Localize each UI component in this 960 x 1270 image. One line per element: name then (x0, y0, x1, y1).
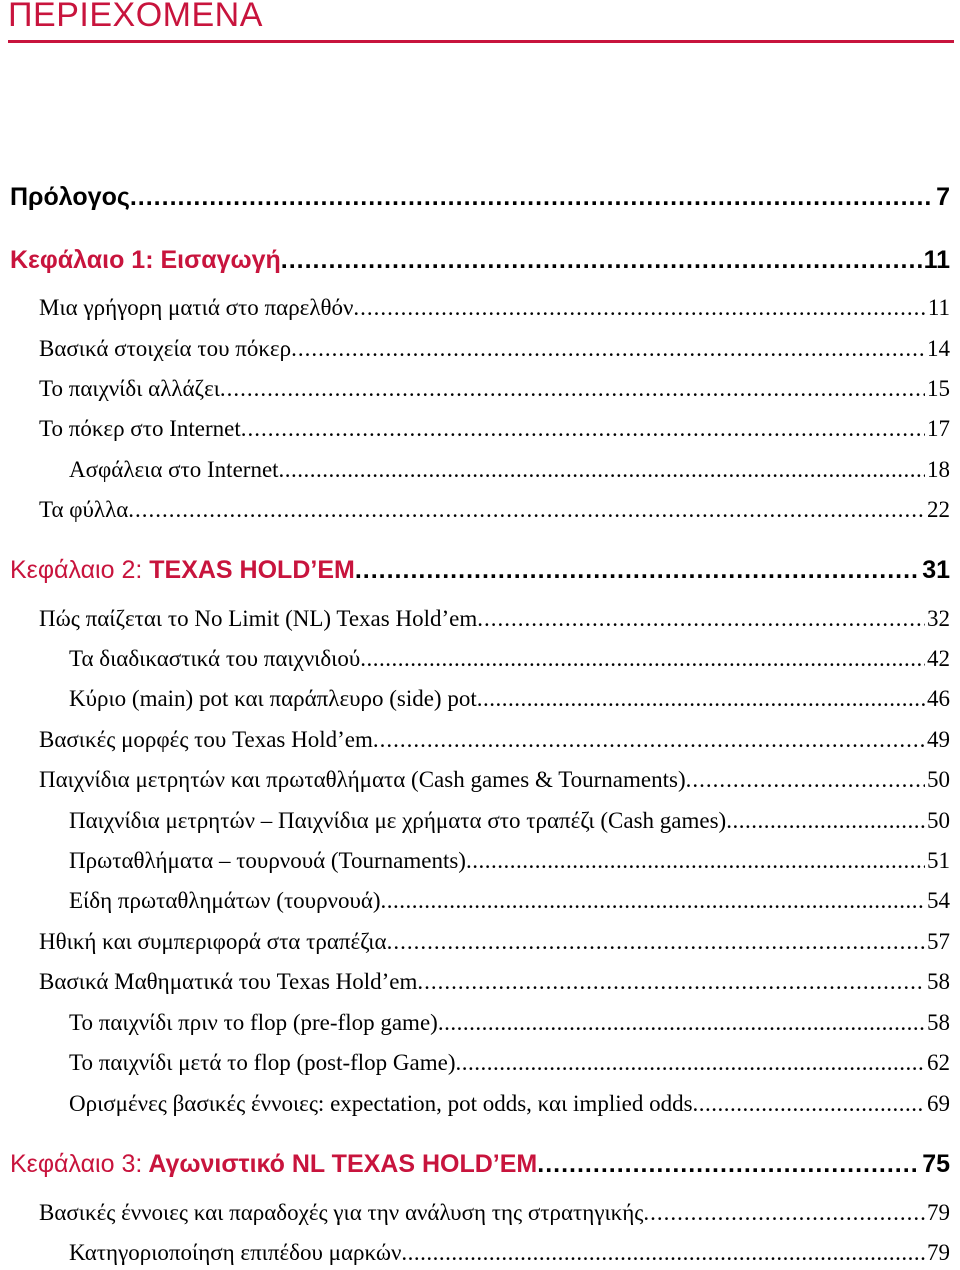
chapter-prefix: Κεφάλαιο 1: (10, 246, 154, 274)
toc-entry[interactable] (69, 848, 950, 874)
toc-entry-page: 58 (927, 1010, 950, 1035)
dot-leader (643, 1200, 925, 1226)
toc-entry-label: Βασικές μορφές του Texas Hold’em (39, 727, 373, 752)
dot-leader (128, 497, 925, 523)
toc-entry-page: 32 (927, 606, 950, 631)
toc-entry[interactable] (39, 969, 950, 995)
toc-entry-label: Το παιχνίδι πριν το flop (pre-flop game) (69, 1010, 438, 1035)
dot-leader (466, 848, 925, 874)
toc-entry-page: 11 (923, 246, 950, 274)
toc-entry[interactable] (39, 767, 950, 793)
toc-entry[interactable] (69, 646, 950, 672)
toc-entry-page: 46 (927, 686, 950, 711)
dot-leader (537, 1150, 920, 1179)
toc-entry-page: 51 (927, 848, 950, 873)
chapter-prefix: Κεφάλαιο 3: (10, 1150, 143, 1178)
toc-entry-label: Παιχνίδια μετρητών και πρωταθλήματα (Cash games & Tournaments) (39, 767, 686, 792)
toc-entry-label: Ασφάλεια στο Internet (69, 457, 279, 482)
dot-leader (130, 183, 934, 212)
toc-entry[interactable] (39, 1200, 950, 1226)
toc-entry-chapter-1[interactable] (10, 246, 950, 275)
toc-entry-page: 15 (927, 376, 950, 401)
toc-entry-label (10, 246, 281, 275)
toc-entry-label: Πρωταθλήματα – τουρνουά (Tournaments) (69, 848, 466, 873)
toc-entry-label: Βασικά στοιχεία του πόκερ (39, 336, 292, 361)
toc-entry-label: Το πόκερ στο Internet (39, 416, 241, 441)
dot-leader (686, 767, 925, 793)
toc-entry-page: 79 (927, 1240, 950, 1265)
toc-entry-page: 79 (927, 1200, 950, 1225)
chapter-prefix: Κεφάλαιο 2: (10, 556, 143, 584)
dot-leader (477, 606, 925, 632)
chapter-name: Αγωνιστικό NL TEXAS HOLD’EM (142, 1150, 538, 1178)
dot-leader (401, 1240, 925, 1266)
toc-entry-chapter-3[interactable] (10, 1150, 950, 1179)
toc-entry[interactable] (39, 295, 950, 321)
toc-entry-page: 7 (936, 183, 950, 211)
toc-entry[interactable] (39, 606, 950, 632)
toc-entry-prologue[interactable] (10, 183, 950, 212)
dot-leader (477, 686, 925, 712)
dot-leader (241, 416, 925, 442)
toc-entry[interactable] (69, 457, 950, 483)
toc-entry[interactable] (69, 1240, 950, 1266)
toc-entry[interactable] (39, 929, 950, 955)
toc-entry-label: Το παιχνίδι μετά το flop (post-flop Game) (69, 1050, 456, 1075)
toc-entry[interactable] (69, 1050, 950, 1076)
toc-entry-page: 75 (922, 1150, 950, 1178)
toc-entry-label: Κύριο (main) pot και παράπλευρο (side) pot (69, 686, 477, 711)
toc-entry-page: 50 (927, 808, 950, 833)
dot-leader (373, 727, 925, 753)
toc-entry-page: 11 (927, 295, 950, 320)
dot-leader (220, 376, 925, 402)
dot-leader (726, 808, 925, 834)
dot-leader (281, 246, 922, 275)
toc-entry-label (10, 1150, 537, 1179)
toc-entry[interactable] (39, 336, 950, 362)
toc-entry-label: Βασικές έννοιες και παραδοχές για την ανάλυση της στρατηγικής (39, 1200, 644, 1225)
toc-entry-page: 18 (927, 457, 950, 482)
toc-entry-page: 58 (927, 969, 950, 994)
dot-leader (417, 969, 925, 995)
toc-entry-page: 54 (927, 888, 950, 913)
dot-leader (438, 1010, 925, 1036)
toc-entry-label: Τα φύλλα (39, 497, 129, 522)
dot-leader (387, 929, 925, 955)
toc-entry-label: Τα διαδικαστικά του παιχνιδιού (69, 646, 361, 671)
dot-leader (279, 457, 925, 483)
toc-entry-label (10, 556, 355, 585)
toc-entry[interactable] (39, 497, 950, 523)
dot-leader (456, 1050, 926, 1076)
dot-leader (693, 1091, 925, 1117)
toc-entry[interactable] (69, 808, 950, 834)
dot-leader (355, 556, 920, 585)
toc-entry-page: 31 (922, 556, 950, 584)
toc-entry-label: Το παιχνίδι αλλάζει (39, 376, 220, 401)
toc-entry-label: Παιχνίδια μετρητών – Παιχνίδια με χρήματα στο τραπέζι (Cash games) (69, 808, 727, 833)
dot-leader (291, 336, 925, 362)
toc-entry[interactable] (39, 416, 950, 442)
toc-entry-page: 50 (927, 767, 950, 792)
toc-entry-page: 14 (927, 336, 950, 361)
dot-leader (381, 888, 925, 914)
toc-entry[interactable] (69, 1010, 950, 1036)
toc-entry-label: Βασικά Μαθηματικά του Texas Hold’em (39, 969, 418, 994)
toc-entry-page: 57 (927, 929, 950, 954)
toc-entry-chapter-2[interactable] (10, 556, 950, 585)
toc-entry-page: 17 (927, 416, 950, 441)
toc-entry-label: Ηθική και συμπεριφορά στα τραπέζια (39, 929, 387, 954)
toc-entry[interactable] (69, 686, 950, 712)
page-title: ΠΕΡΙΕΧΟΜΕΝΑ (8, 0, 263, 34)
toc-entry-label: Πρόλογος (10, 183, 130, 211)
toc-entry-label: Πώς παίζεται το No Limit (NL) Texas Hold’em (39, 606, 478, 631)
toc-entry-label: Ορισμένες βασικές έννοιες: expectation, pot odds, και implied odds (69, 1091, 693, 1116)
toc-entry-page: 69 (927, 1091, 950, 1116)
toc-entry-label: Μια γρήγορη ματιά στο παρελθόν (39, 295, 354, 320)
toc-entry-label: Είδη πρωταθλημάτων (τουρνουά) (69, 888, 381, 913)
toc-entry-page: 62 (927, 1050, 950, 1075)
toc-entry[interactable] (39, 727, 950, 753)
dot-leader (360, 646, 925, 672)
toc-entry-label: Κατηγοριοποίηση επιπέδου μαρκών (69, 1240, 402, 1265)
dot-leader (353, 295, 925, 321)
toc-entry-page: 49 (927, 727, 950, 752)
toc-entry[interactable] (69, 888, 950, 914)
chapter-name: TEXAS HOLD’EM (142, 556, 355, 584)
toc-entry[interactable] (39, 376, 950, 402)
toc-entry-page: 22 (927, 497, 950, 522)
chapter-name: Εισαγωγή (153, 246, 281, 274)
toc-entry[interactable] (69, 1091, 950, 1117)
toc-entry-page: 42 (927, 646, 950, 671)
